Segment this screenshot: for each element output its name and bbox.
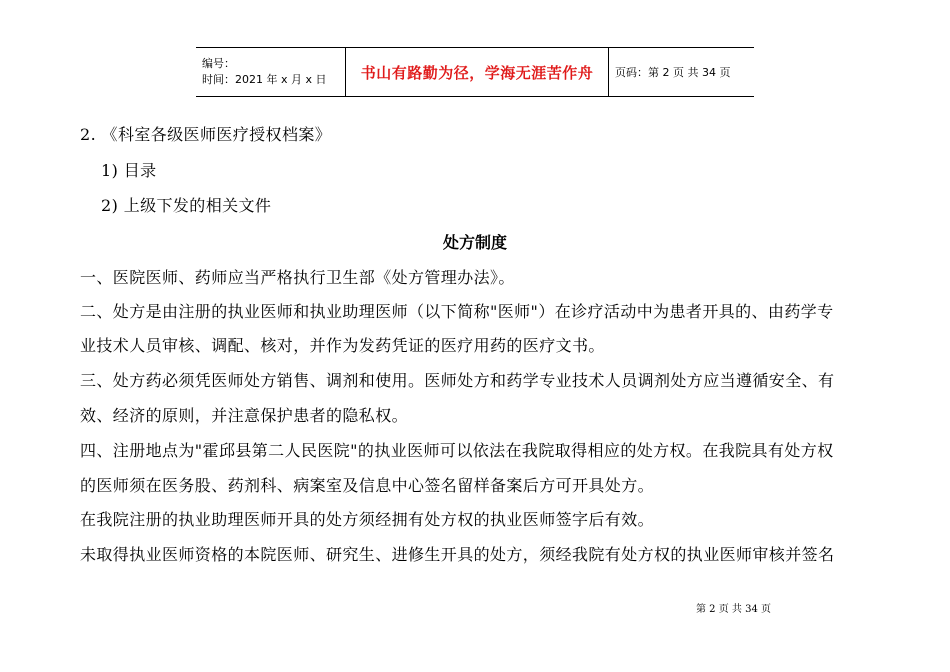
paragraph-3-line-1: 三、处方药必须凭医师处方销售、调剂和使用。医师处方和药学专业技术人员调剂处方应当遵循安全、有 xyxy=(80,371,835,390)
document-number-label: 编号： xyxy=(202,57,235,70)
paragraph-1: 一、医院医师、药师应当严格执行卫生部《处方管理办法》。 xyxy=(80,268,515,287)
page-footer: 第 2 页 共 34 页 xyxy=(696,604,771,615)
paragraph-5: 在我院注册的执业助理医师开具的处方须经拥有处方权的执业医师签字后有效。 xyxy=(80,510,655,529)
paragraph-2-line-1: 二、处方是由注册的执业医师和执业助理医师（以下简称"医师"）在诊疗活动中为患者开具的、由药学专 xyxy=(80,302,834,321)
header-info-cell xyxy=(196,48,346,97)
item-archive-title: 2. 《科室各级医师医疗授权档案》 xyxy=(80,125,332,144)
sub-item-documents: 2) 上级下发的相关文件 xyxy=(101,196,272,215)
header-page-info: 页码：第 2 页 共 34 页 xyxy=(609,48,755,97)
document-time-label: 时间：2021 年 x 月 x 日 xyxy=(202,73,327,86)
paragraph-3-line-2: 效、经济的原则，并注意保护患者的隐私权。 xyxy=(80,406,409,425)
paragraph-4-line-2: 的医师须在医务股、药剂科、病案室及信息中心签名留样备案后方可开具处方。 xyxy=(80,476,655,495)
section-title: 处方制度 xyxy=(442,233,507,252)
header-motto: 书山有路勤为径，学海无涯苦作舟 xyxy=(346,48,609,97)
document-header xyxy=(196,47,754,97)
paragraph-2-line-2: 业技术人员审核、调配、核对，并作为发药凭证的医疗用药的医疗文书。 xyxy=(80,336,605,355)
paragraph-4-line-1: 四、注册地点为"霍邱县第二人民医院"的执业医师可以依法在我院取得相应的处方权。在我院具有处方权 xyxy=(80,441,834,460)
paragraph-6: 未取得执业医师资格的本院医师、研究生、进修生开具的处方，须经我院有处方权的执业医师审核并签名 xyxy=(80,545,835,564)
sub-item-directory: 1) 目录 xyxy=(101,161,157,180)
